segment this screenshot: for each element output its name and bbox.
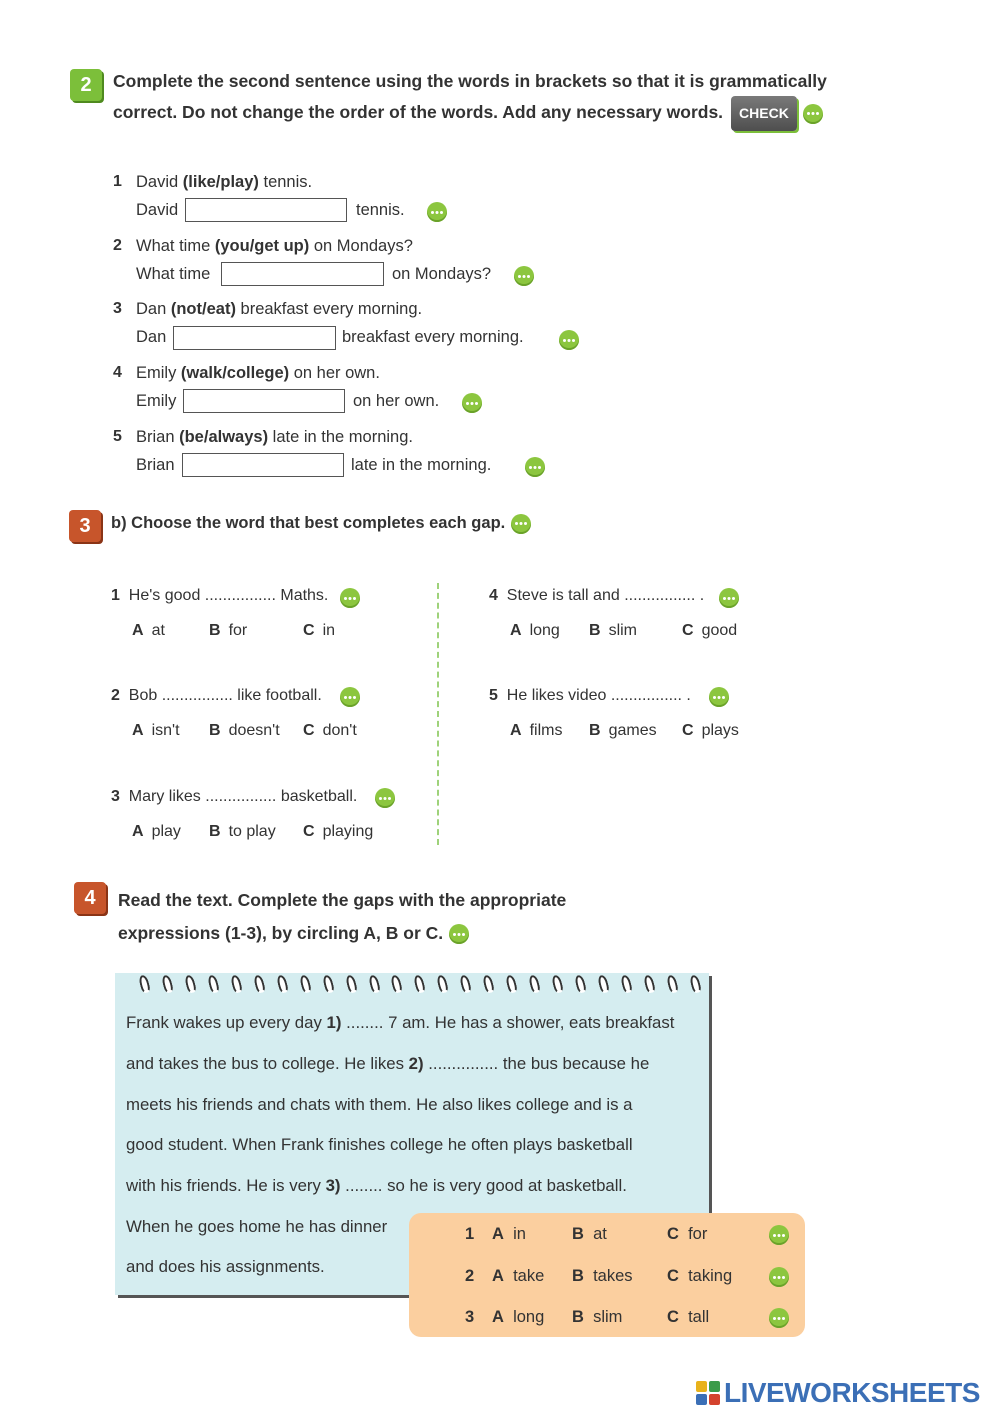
option-c[interactable]: C for — [667, 1225, 708, 1243]
story-line: Frank wakes up every day 1) ........ 7 am. He has a shower, eats breakfast — [126, 1013, 675, 1032]
exercise-3-badge — [69, 510, 101, 542]
answer-lead: What time — [136, 265, 211, 283]
audio-dots-icon[interactable] — [340, 588, 360, 608]
option-c[interactable]: C playing — [303, 823, 374, 840]
exercise-2-instruction — [113, 67, 827, 131]
answer-input-4[interactable] — [183, 389, 345, 413]
exercise-number: 2 — [80, 73, 92, 96]
answer-input-2[interactable] — [221, 262, 384, 286]
answer-input-3[interactable] — [173, 326, 336, 350]
option-b[interactable]: B slim — [589, 622, 637, 639]
answer-trail: on Mondays? — [392, 265, 492, 283]
option-b[interactable]: B at — [572, 1225, 607, 1243]
exercise-4-instruction — [118, 884, 566, 950]
option-c[interactable]: C good — [682, 622, 738, 639]
logo-text: LIVEWORKSHEETS — [724, 1377, 980, 1408]
answer-input-1[interactable] — [185, 198, 347, 222]
audio-dots-icon[interactable] — [803, 104, 823, 124]
answer-trail: tennis. — [356, 201, 405, 219]
option-row-number: 3 — [465, 1308, 475, 1326]
question-number: 2 — [113, 237, 122, 254]
question-number: 4 — [113, 364, 122, 381]
option-row-number: 2 — [465, 1267, 475, 1285]
option-a[interactable]: A long — [492, 1308, 545, 1326]
mc-question: 1 He's good ................ Maths. — [111, 587, 329, 604]
instruction-line: Complete the second sentence using the words in brackets so that it is grammatically — [113, 71, 827, 91]
audio-dots-icon[interactable] — [340, 687, 360, 707]
answer-lead: David — [136, 201, 179, 219]
option-b[interactable]: B games — [589, 722, 657, 739]
question-prompt: David (like/play) tennis. — [136, 173, 313, 191]
story-line: and takes the bus to college. He likes 2) ............... the bus because he — [126, 1054, 650, 1073]
instruction-line: Read the text. Complete the gaps with the appropriate — [118, 890, 567, 910]
answer-lead: Brian — [136, 456, 175, 474]
mc-question: 5 He likes video ................ . — [489, 687, 691, 704]
check-button[interactable]: CHECK — [731, 96, 797, 131]
mc-question: 3 Mary likes ................ basketball. — [111, 788, 358, 805]
audio-dots-icon[interactable] — [769, 1267, 789, 1287]
story-line: good student. When Frank finishes college he often plays basketball — [126, 1135, 633, 1154]
answer-trail: on her own. — [353, 392, 440, 410]
option-a[interactable]: A take — [492, 1267, 545, 1285]
audio-dots-icon[interactable] — [449, 924, 469, 944]
logo-grid-icon — [696, 1381, 720, 1405]
option-b[interactable]: B for — [209, 622, 248, 639]
question-prompt: Dan (not/eat) breakfast every morning. — [136, 300, 423, 318]
exercise-number: 3 — [79, 514, 91, 537]
question-prompt: What time (you/get up) on Mondays? — [136, 237, 413, 255]
option-b[interactable]: B takes — [572, 1267, 633, 1285]
question-prompt: Brian (be/always) late in the morning. — [136, 428, 413, 446]
liveworksheets-logo[interactable] — [696, 1377, 980, 1409]
option-b[interactable]: B doesn't — [209, 722, 280, 739]
mc-question: 4 Steve is tall and ................ . — [489, 587, 705, 604]
option-row-number: 1 — [465, 1225, 475, 1243]
question-number: 1 — [113, 173, 122, 190]
audio-dots-icon[interactable] — [709, 687, 729, 707]
option-c[interactable]: C in — [303, 622, 336, 639]
option-a[interactable]: A play — [132, 823, 181, 840]
story-line: meets his friends and chats with them. He also likes college and is a — [126, 1095, 633, 1114]
option-a[interactable]: A isn't — [132, 722, 180, 739]
column-divider — [437, 583, 439, 845]
story-line: and does his assignments. — [126, 1257, 325, 1276]
option-b[interactable]: B to play — [209, 823, 276, 840]
answer-lead: Emily — [136, 392, 177, 410]
instruction-line: correct. Do not change the order of the words. Add any necessary words. CHECK — [113, 96, 827, 131]
mc-question: 2 Bob ................ like football. — [111, 687, 322, 704]
audio-dots-icon[interactable] — [375, 788, 395, 808]
option-c[interactable]: C plays — [682, 722, 739, 739]
question-number: 3 — [113, 300, 122, 317]
story-line: When he goes home he has dinner — [126, 1217, 388, 1236]
audio-dots-icon[interactable] — [511, 514, 531, 534]
option-a[interactable]: A in — [492, 1225, 526, 1243]
answer-trail: breakfast every morning. — [342, 328, 524, 346]
question-prompt: Emily (walk/college) on her own. — [136, 364, 380, 382]
audio-dots-icon[interactable] — [514, 266, 534, 286]
option-a[interactable]: A long — [510, 622, 560, 639]
audio-dots-icon[interactable] — [525, 457, 545, 477]
answer-lead: Dan — [136, 328, 167, 346]
option-a[interactable]: A at — [132, 622, 165, 639]
option-c[interactable]: C tall — [667, 1308, 710, 1326]
answer-input-5[interactable] — [182, 453, 344, 477]
option-b[interactable]: B slim — [572, 1308, 623, 1326]
audio-dots-icon[interactable] — [427, 202, 447, 222]
option-c[interactable]: C taking — [667, 1267, 733, 1285]
exercise-4-badge — [74, 882, 106, 914]
audio-dots-icon[interactable] — [462, 393, 482, 413]
answer-trail: late in the morning. — [351, 456, 492, 474]
exercise-number: 4 — [84, 886, 96, 909]
story-line: with his friends. He is very 3) ........ so he is very good at basketball. — [126, 1176, 627, 1195]
audio-dots-icon[interactable] — [769, 1308, 789, 1328]
audio-dots-icon[interactable] — [559, 330, 579, 350]
exercise-2-badge — [70, 69, 102, 101]
notebook-spiral — [140, 975, 700, 1001]
instruction-line: expressions (1-3), by circling A, B or C. — [118, 917, 566, 950]
question-number: 5 — [113, 428, 122, 445]
option-c[interactable]: C don't — [303, 722, 357, 739]
audio-dots-icon[interactable] — [719, 588, 739, 608]
exercise-3-instruction: b) Choose the word that best completes each gap. — [111, 509, 531, 538]
audio-dots-icon[interactable] — [769, 1225, 789, 1245]
option-a[interactable]: A films — [510, 722, 563, 739]
